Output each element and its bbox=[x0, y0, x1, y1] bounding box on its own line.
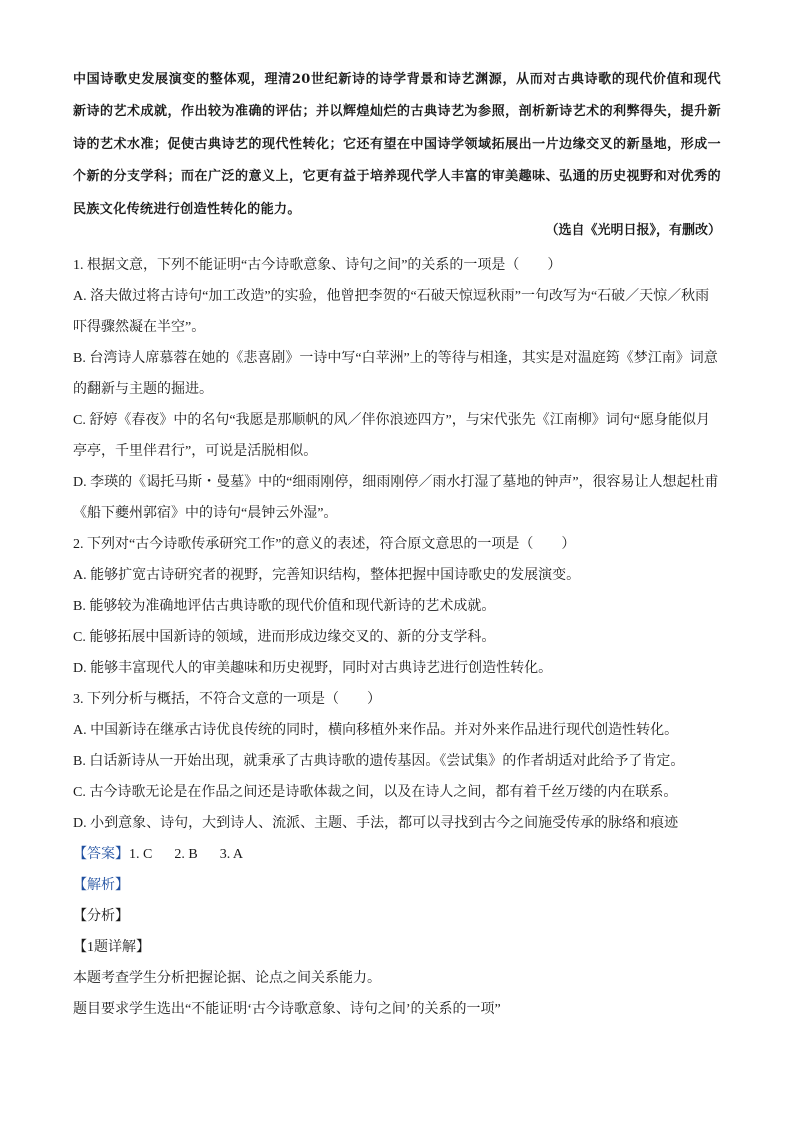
question-1-stem: 1. 根据文意，下列不能证明“古今诗歌意象、诗句之间”的关系的一项是（ ） bbox=[73, 258, 562, 273]
answer-item-3: 3. A bbox=[219, 847, 244, 862]
passage-source: （选自《光明日报》，有删改） bbox=[545, 223, 721, 238]
questions-and-answers bbox=[73, 250, 721, 1025]
answer-line bbox=[73, 839, 721, 870]
question-2-stem: 2. 下列对“古今诗歌传承研究工作”的意义的表述，符合原文意思的一项是（ ） bbox=[73, 537, 576, 552]
detail-heading: 【1题详解】 bbox=[73, 940, 150, 955]
analysis-label: 【解析】 bbox=[73, 878, 129, 893]
answer-item-2: 2. B bbox=[174, 847, 198, 862]
question-1-option-b: B. 台湾诗人席慕蓉在她的《悲喜剧》一诗中写“白苹洲”上的等待与相逢，其实是对温庭筠《梦江南》词意的翻新与主题的掘进。 bbox=[73, 351, 718, 397]
question-3-stem: 3. 下列分析与概括，不符合文意的一项是（ ） bbox=[73, 692, 381, 707]
analysis-line-1: 本题考查学生分析把握论据、论点之间关系能力。 bbox=[73, 971, 381, 986]
question-2-option-c: C. 能够拓展中国新诗的领域，进而形成边缘交叉的、新的分支学科。 bbox=[73, 630, 496, 645]
question-1-option-d: D. 李瑛的《谒托马斯・曼墓》中的“细雨刚停，细雨刚停／雨水打湿了墓地的钟声”，很容易让人想起杜甫《船下夔州郭宿》中的诗句“晨钟云外湿”。 bbox=[73, 475, 719, 521]
passage-paragraph: 中国诗歌史发展演变的整体观，理清20世纪新诗的诗学背景和诗艺渊源，从而对古典诗歌的现代价值和现代新诗的艺术成就，作出较为准确的评估；并以辉煌灿烂的古典诗艺为参照，剖析新诗艺术的利弊得失，提升新诗的艺术水准；促使古典诗艺的现代性转化；它还有望在中国诗学领域拓展出一片边缘交叉的新垦地，形成一个新的分支学科；而在广泛的意义上，它更有益于培养现代学人丰富的审美趣味、弘通的历史视野和对优秀的民族文化传统进行创造性转化的能力。 bbox=[73, 72, 721, 217]
question-3-option-c: C. 古今诗歌无论是在作品之间还是诗歌体裁之间，以及在诗人之间，都有着千丝万缕的内在联系。 bbox=[73, 785, 678, 800]
question-3-option-d: D. 小到意象、诗句，大到诗人、流派、主题、手法，都可以寻找到古今之间施受传承的脉络和痕迹 bbox=[73, 816, 679, 831]
question-2-option-b: B. 能够较为准确地评估古典诗歌的现代价值和现代新诗的艺术成就。 bbox=[73, 599, 496, 614]
question-1-option-a: A. 洛夫做过将古诗句“加工改造”的实验，他曾把李贺的“石破天惊逗秋雨”一句改写为“石破／天惊／秋雨吓得骤然凝在半空”。 bbox=[73, 289, 710, 335]
fenxi-label: 【分析】 bbox=[73, 909, 129, 924]
question-3-option-b: B. 白话新诗从一开始出现，就秉承了古典诗歌的遗传基因。《尝试集》的作者胡适对此给予了肯定。 bbox=[73, 754, 685, 769]
analysis-line-2: 题目要求学生选出“不能证明‘古今诗歌意象、诗句之间’的关系的一项” bbox=[73, 1002, 501, 1017]
question-2-option-d: D. 能够丰富现代人的审美趣味和历史视野，同时对古典诗艺进行创造性转化。 bbox=[73, 661, 553, 676]
question-3-option-a: A. 中国新诗在继承古诗优良传统的同时，横向移植外来作品。并对外来作品进行现代创造性转化。 bbox=[73, 723, 679, 738]
question-1-option-c: C. 舒婷《春夜》中的名句“我愿是那顺帆的风／伴你浪迹四方”，与宋代张先《江南柳》词句“愿身能似月亭亭，千里伴君行”，可说是活脱相似。 bbox=[73, 413, 710, 459]
answer-item-1: 1. C bbox=[129, 847, 153, 862]
question-2-option-a: A. 能够扩宽古诗研究者的视野，完善知识结构，整体把握中国诗歌史的发展演变。 bbox=[73, 568, 581, 583]
answer-label: 【答案】 bbox=[73, 847, 129, 862]
